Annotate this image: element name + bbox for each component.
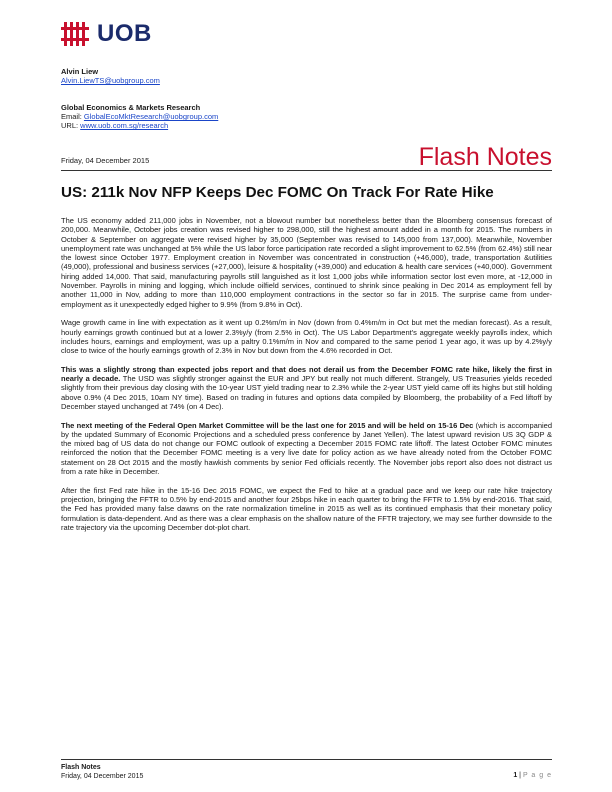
page-separator: | — [517, 772, 523, 779]
report-date: Friday, 04 December 2015 — [61, 156, 150, 165]
paragraph-3-text: The USD was slightly stronger against the EUR and JPY but really not much different. Strangely, US Treasuries yields receded slightly from their previous day closing with the 10-year UST yield trading near to 2.3% while the 2-year UST yield came off its highs but still holding above 0.9% (4 Dec 2015, 10am NY time). Based on trading in futures and options data compiled by Bloomberg, the probability of a Fed liftoff by December stayed unchanged at 74% (on 4 Dec). — [61, 374, 552, 411]
author-name: Alvin Liew — [61, 67, 99, 76]
paragraph-3-bold: This was a slightly strong than expected jobs report and that does not derail us from the December FOMC rate hike, likely the first in nearly a decade. — [61, 364, 552, 384]
footer-title: Flash Notes — [61, 764, 101, 771]
paragraph-4-text: (which is accompanied by the updated Summary of Economic Projections and a scheduled press conference by Janet Yellen). The latest upward revision US 3Q GDP & the mixed bag of US data do not change our FOMC outlook of expecting a December 2015 FOMC rate liftoff. The latest October FOMC minutes reinforced the notion that the December FOMC meeting is a very live date for policy action as we have already noted from the October FOMC statement on 28 Oct 2015 and the mostly hawkish comments by senior Fed officials recently. The November jobs report also does not distract us from a rate hike in December. — [61, 420, 552, 477]
flash-notes-title: Flash Notes — [418, 143, 552, 171]
headline: US: 211k Nov NFP Keeps Dec FOMC On Track For Rate Hike — [61, 184, 494, 201]
research-dept: Global Economics & Markets Research — [61, 103, 201, 112]
paragraph-1: The US economy added 211,000 jobs in November, not a blowout number but nonetheless better than the Bloomberg consensus forecast of 200,000. Meanwhile, October jobs creation was revised higher to 298,000, still the highest amount added in a month for 2015. The numbers in October & September on aggregate were revised higher by 35,000 (September was revised to 145,000 from 137,000). Meanwhile, November unemployment rate was unchanged at 5% while the US labor force participation rate recorded a slight improvement to 62.5% (from 62.4%) still near the lowest since October 1977. Employment creation in November was concentrated in construction (+46,000), trade, transportation &utilities (49,000), professional and business services (+27,000), leisure & hospitality (+39,000) and education & health care services (+40,000). Government hiring added 14,000. That said, manufacturing payrolls still languished as it lost 1,000 jobs while information sector lost even more, at -12,000 in November. Payrolls in mining and logging, which include oilfield services, continued to shrink since peaking in Dec 2014 as employment fell by another 11,000 in Nov, adding to more than 110,000 employment contractions in the sector so far in 2015. The surprise came from under-employment as it unexpectedly edged higher to 9.9% (from 9.8% in Oct). — [61, 216, 552, 309]
paragraph-4 — [61, 421, 552, 477]
research-url-link[interactable]: www.uob.com.sg/research — [80, 121, 169, 131]
article-body — [61, 216, 552, 541]
page-footer — [61, 759, 552, 781]
page-number-value: 1 — [513, 772, 518, 779]
uob-logo — [61, 22, 152, 46]
header-bar — [61, 143, 552, 171]
paragraph-4-bold: The next meeting of the Federal Open Market Committee will be the last one for 2015 and will be held on 15-16 Dec — [61, 420, 474, 430]
research-email-link[interactable]: GlobalEcoMktResearch@uobgroup.com — [83, 112, 219, 122]
page-label: P a g e — [522, 772, 552, 779]
author-email-link[interactable]: Alvin.LiewTS@uobgroup.com — [61, 76, 160, 86]
research-email-label: Email: — [61, 112, 84, 122]
logo-text: UOB — [97, 20, 152, 47]
uob-logo-mark-icon — [61, 22, 91, 46]
paragraph-2: Wage growth came in line with expectation as it went up 0.2%m/m in Nov (down from 0.4%m/m in Oct but met the median forecast). As a result, hourly earnings growth continued but at a lower 2.3%y/y (from 2.5% in Oct). The US Labor Department's aggregate weekly payrolls index, which includes hours, earnings and employment, was up a paltry 0.1%m/m in Nov and compared to the same period 1 year ago, it was up by 4.2%y/y close to twice of the hourly earnings growth of 2.3% in Nov but down from the 4.6% recorded in Oct. — [61, 318, 552, 356]
page-number — [513, 772, 552, 781]
footer-date: Friday, 04 December 2015 — [61, 772, 144, 780]
research-contact-block — [61, 103, 218, 131]
paragraph-3 — [61, 365, 552, 411]
author-block — [61, 67, 160, 85]
paragraph-5: After the first Fed rate hike in the 15-16 Dec 2015 FOMC, we expect the Fed to hike at a gradual pace and we keep our rate hike trajectory projection, bringing the FFTR to 0.5% by end-2015 and another four 25bps hike in each quarter to bring the FFTR to 1.5% by end-2016. That said, the Fed has provided many false dawns on the rate normalization timeline in 2015 as well as its continued emphasis that their monetary policy formulation is data-dependent. And as there was a clear emphasis on the shallow nature of the FFTR trajectory, we may see further downside to the rate trajectory via the upcoming December dot-plot chart. — [61, 485, 552, 532]
research-url-label: URL: — [61, 121, 81, 131]
